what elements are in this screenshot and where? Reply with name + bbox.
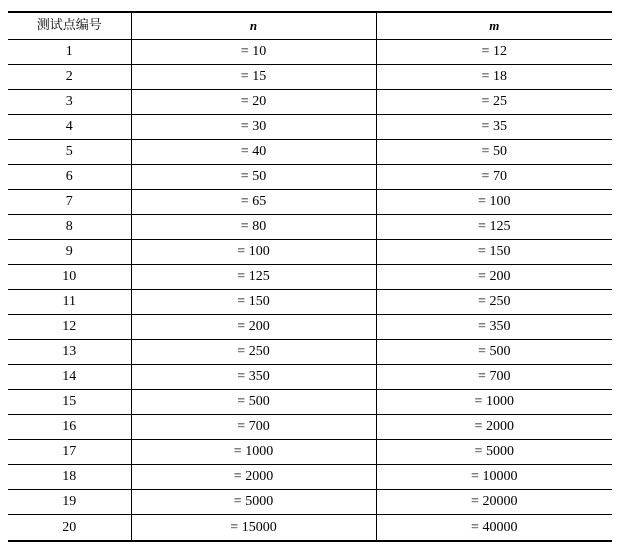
table-row: [8, 140, 612, 165]
cell-n-value: = 1000: [131, 440, 376, 465]
table-row: [8, 165, 612, 190]
cell-test-point: 6: [8, 165, 131, 190]
cell-test-point: 11: [8, 290, 131, 315]
cell-n-value: = 2000: [131, 465, 376, 490]
cell-m-value: = 40000: [376, 515, 612, 542]
table-row: [8, 215, 612, 240]
cell-test-point: 12: [8, 315, 131, 340]
cell-n-value: = 50: [131, 165, 376, 190]
cell-n-value: = 250: [131, 340, 376, 365]
cell-test-point: 3: [8, 90, 131, 115]
table-row: [8, 65, 612, 90]
table-row: [8, 315, 612, 340]
header-row: [8, 12, 612, 40]
test-data-table: [8, 11, 612, 542]
cell-m-value: = 12: [376, 40, 612, 65]
cell-n-value: = 80: [131, 215, 376, 240]
cell-n-value: = 10: [131, 40, 376, 65]
cell-test-point: 17: [8, 440, 131, 465]
cell-test-point: 20: [8, 515, 131, 542]
cell-m-value: = 700: [376, 365, 612, 390]
cell-test-point: 9: [8, 240, 131, 265]
cell-test-point: 15: [8, 390, 131, 415]
cell-m-value: = 125: [376, 215, 612, 240]
cell-m-value: = 10000: [376, 465, 612, 490]
cell-test-point: 1: [8, 40, 131, 65]
table-row: [8, 190, 612, 215]
cell-test-point: 10: [8, 265, 131, 290]
table-row: [8, 340, 612, 365]
cell-n-value: = 125: [131, 265, 376, 290]
header-test-point-number: 测试点编号: [8, 12, 131, 40]
cell-test-point: 4: [8, 115, 131, 140]
cell-m-value: = 25: [376, 90, 612, 115]
cell-m-value: = 200: [376, 265, 612, 290]
cell-m-value: = 250: [376, 290, 612, 315]
cell-test-point: 5: [8, 140, 131, 165]
cell-n-value: = 30: [131, 115, 376, 140]
cell-test-point: 2: [8, 65, 131, 90]
cell-n-value: = 350: [131, 365, 376, 390]
table-row: [8, 515, 612, 542]
cell-m-value: = 2000: [376, 415, 612, 440]
table-row: [8, 40, 612, 65]
cell-n-value: = 15000: [131, 515, 376, 542]
cell-test-point: 18: [8, 465, 131, 490]
cell-m-value: = 100: [376, 190, 612, 215]
cell-n-value: = 700: [131, 415, 376, 440]
cell-m-value: = 50: [376, 140, 612, 165]
table-header: [8, 12, 612, 40]
cell-m-value: = 1000: [376, 390, 612, 415]
cell-n-value: = 65: [131, 190, 376, 215]
cell-m-value: = 350: [376, 315, 612, 340]
header-n: n: [131, 12, 376, 40]
table-row: [8, 390, 612, 415]
cell-test-point: 8: [8, 215, 131, 240]
cell-m-value: = 20000: [376, 490, 612, 515]
cell-n-value: = 150: [131, 290, 376, 315]
cell-test-point: 7: [8, 190, 131, 215]
table-row: [8, 115, 612, 140]
cell-m-value: = 150: [376, 240, 612, 265]
table-body: [8, 40, 612, 542]
table-row: [8, 365, 612, 390]
table-row: [8, 90, 612, 115]
table-row: [8, 465, 612, 490]
cell-n-value: = 15: [131, 65, 376, 90]
cell-m-value: = 500: [376, 340, 612, 365]
header-m: m: [376, 12, 612, 40]
cell-test-point: 14: [8, 365, 131, 390]
table-row: [8, 490, 612, 515]
cell-test-point: 19: [8, 490, 131, 515]
cell-m-value: = 70: [376, 165, 612, 190]
cell-n-value: = 200: [131, 315, 376, 340]
cell-n-value: = 5000: [131, 490, 376, 515]
table-row: [8, 415, 612, 440]
table-row: [8, 240, 612, 265]
cell-test-point: 13: [8, 340, 131, 365]
cell-n-value: = 500: [131, 390, 376, 415]
cell-n-value: = 40: [131, 140, 376, 165]
cell-test-point: 16: [8, 415, 131, 440]
table-row: [8, 265, 612, 290]
table-row: [8, 440, 612, 465]
cell-n-value: = 20: [131, 90, 376, 115]
cell-m-value: = 5000: [376, 440, 612, 465]
cell-m-value: = 35: [376, 115, 612, 140]
table-row: [8, 290, 612, 315]
cell-n-value: = 100: [131, 240, 376, 265]
cell-m-value: = 18: [376, 65, 612, 90]
